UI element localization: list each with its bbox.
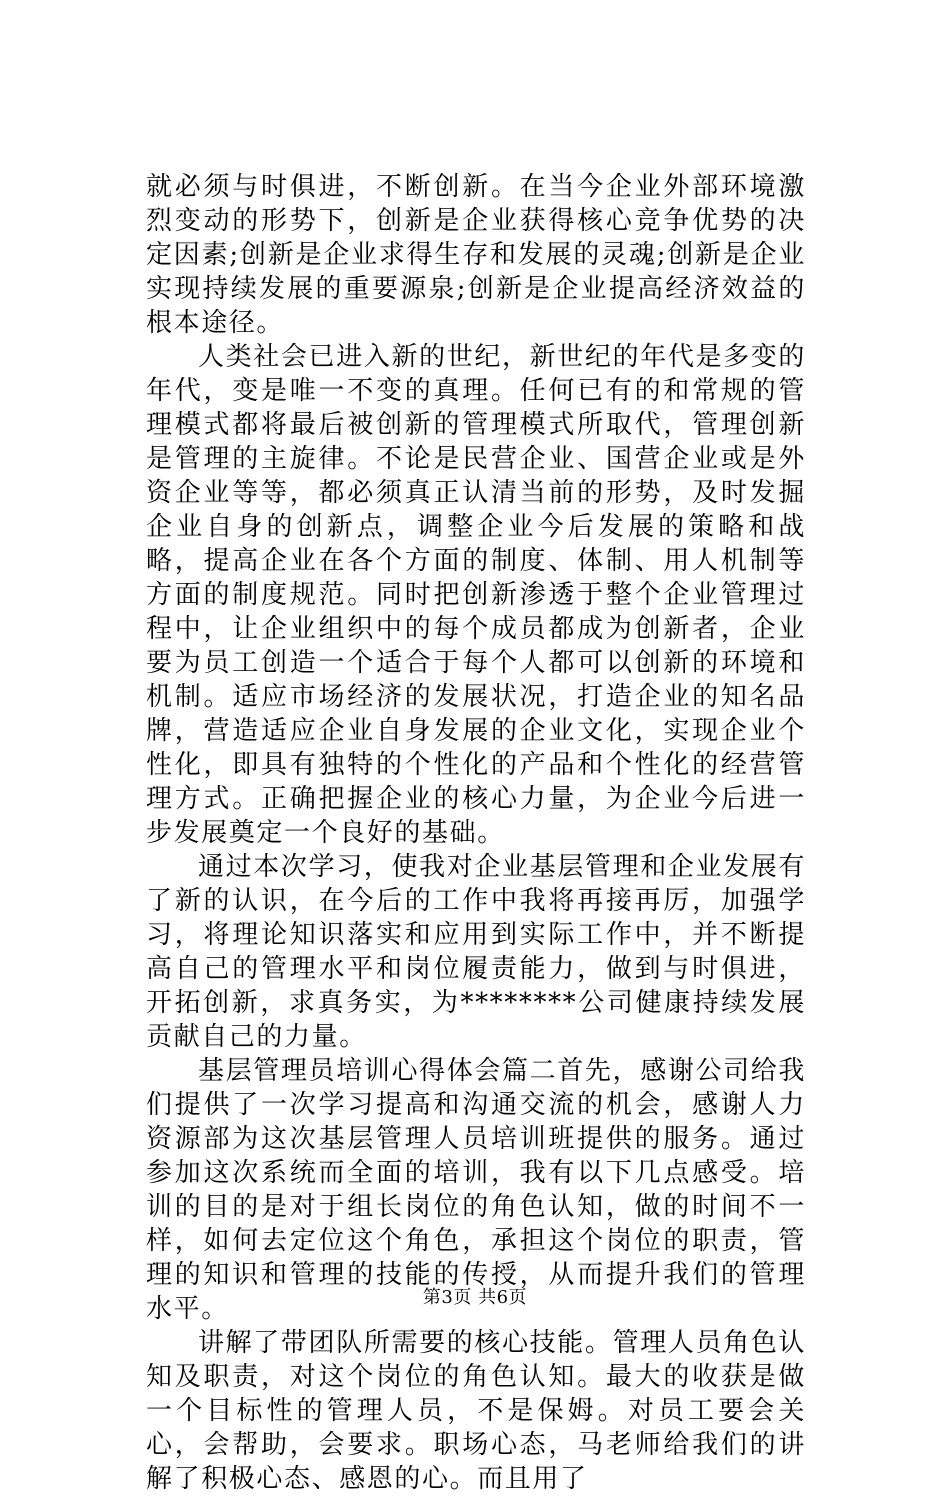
page-footer: 第3页 共6页	[422, 1287, 528, 1308]
paragraph-article-two: 基层管理员培训心得体会篇二首先，感谢公司给我们提供了一次学习提高和沟通交流的机会，感谢人力资源部为这次基层管理人员培训班提供的服务。通过参加这次系统而全面的培训，我有以下几点感受。培训的目的是对于组长岗位的角色认知，做的时间不一样，如何去定位这个角色，承担这个岗位的职责，管理的知识和管理的技能的传授，从而提升我们的管理水平。	[146, 1056, 806, 1324]
paragraph-study-summary: 通过本次学习，使我对企业基层管理和企业发展有了新的认识，在今后的工作中我将再接再厉，加强学习，将理论知识落实和应用到实际工作中，并不断提高自己的管理水平和岗位履责能力，做到与时俱进，开拓创新，求真务实，为********公司健康持续发展贡献自己的力量。	[146, 852, 806, 1052]
paragraph-new-century: 人类社会已进入新的世纪，新世纪的年代是多变的年代，变是唯一不变的真理。任何已有的和常规的管理模式都将最后被创新的管理模式所取代，管理创新是管理的主旋律。不论是民营企业、国营企业或是外资企业等等，都必须真正认清当前的形势，及时发掘企业自身的创新点，调整企业今后发展的策略和战略，提高企业在各个方面的制度、体制、用人机制等方面的制度规范。同时把创新渗透于整个企业管理过程中，让企业组织中的每个成员都成为创新者，企业要为员工创造一个适合于每个人都可以创新的环境和机制。适应市场经济的发展状况，打造企业的知名品牌，营造适应企业自身发展的企业文化，实现企业个性化，即具有独特的个性化的产品和个性化的经营管理方式。正确把握企业的核心力量，为企业今后进一步发展奠定一个良好的基础。	[146, 342, 806, 848]
paragraph-core-skills: 讲解了带团队所需要的核心技能。管理人员角色认知及职责，对这个岗位的角色认知。最大的收获是做一个目标性的管理人员，不是保姆。对员工要会关心，会帮助，会要求。职场心态，马老师给我们的讲解了积极心态、感恩的心。而且用了	[146, 1328, 806, 1494]
paragraph-continuation: 就必须与时俱进，不断创新。在当今企业外部环境激烈变动的形势下，创新是企业获得核心竞争优势的决定因素;创新是企业求得生存和发展的灵魂;创新是企业实现持续发展的重要源泉;创新是企业提高经济效益的根本途径。	[146, 172, 806, 338]
